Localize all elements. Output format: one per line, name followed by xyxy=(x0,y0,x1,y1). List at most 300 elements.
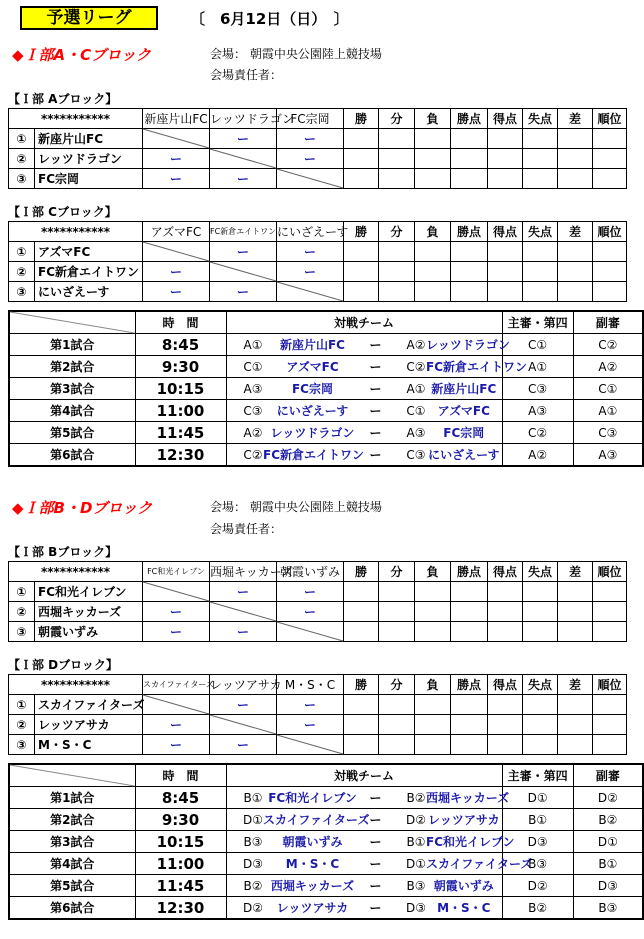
spacer xyxy=(389,809,406,831)
stat-cell xyxy=(379,602,415,622)
kickoff-time: 10:15 xyxy=(135,378,226,400)
referee-header: 主審・第四 xyxy=(502,311,573,334)
result-cell: ー xyxy=(143,735,210,755)
diagonal-line xyxy=(143,242,209,261)
stat-col-header: 差 xyxy=(558,562,593,582)
stat-cell xyxy=(451,169,488,189)
venue-manager: 会場責任者： xyxy=(210,68,283,82)
team-number: ① xyxy=(9,582,35,602)
team-number: ③ xyxy=(9,169,35,189)
away-slot: B② xyxy=(406,787,426,809)
stat-cell xyxy=(344,242,379,262)
table-row xyxy=(9,735,627,755)
away-team: にいざえーす xyxy=(426,444,502,467)
away-team: レッツドラゴン xyxy=(426,334,502,356)
kickoff-time: 8:45 xyxy=(135,787,226,809)
result-cell: ー xyxy=(210,622,277,642)
away-slot: C③ xyxy=(406,444,426,467)
stat-cell xyxy=(488,602,523,622)
standings-table xyxy=(8,108,627,189)
team-name: M・S・C xyxy=(35,735,143,755)
team-name: 西堀キッカーズ xyxy=(35,602,143,622)
away-team: 新座片山FC xyxy=(426,378,502,400)
stat-cell xyxy=(558,282,593,302)
stat-cell xyxy=(415,735,451,755)
spacer xyxy=(226,378,243,400)
referee-assignment: C② xyxy=(502,422,573,444)
away-team: レッツアサカ xyxy=(426,809,502,831)
assistant-assignment: A① xyxy=(573,400,643,422)
team-name: アズマFC xyxy=(35,242,143,262)
result-cell: ー xyxy=(210,282,277,302)
stat-cell xyxy=(415,695,451,715)
home-slot: D① xyxy=(243,809,263,831)
stat-cell xyxy=(488,169,523,189)
away-slot: B① xyxy=(406,831,426,853)
result-cell: ー xyxy=(210,582,277,602)
away-slot: A① xyxy=(406,378,426,400)
assistant-header: 副審 xyxy=(573,764,643,787)
result-cell: ー xyxy=(210,129,277,149)
versus-mark: ー xyxy=(362,378,389,400)
versus-mark: ー xyxy=(362,875,389,897)
diagonal-line xyxy=(143,582,209,601)
stat-col-header: 得点 xyxy=(488,222,523,242)
stat-cell xyxy=(379,735,415,755)
stat-cell xyxy=(593,695,627,715)
match-row xyxy=(9,831,643,853)
game-label: 第1試合 xyxy=(9,787,135,809)
versus-mark: ー xyxy=(362,422,389,444)
kickoff-time: 11:00 xyxy=(135,400,226,422)
stat-cell xyxy=(379,582,415,602)
stat-cell xyxy=(451,622,488,642)
stat-col-header: 勝 xyxy=(344,562,379,582)
kickoff-time: 12:30 xyxy=(135,444,226,467)
home-team: FC新倉エイトワン xyxy=(263,444,362,467)
home-team: にいざえーす xyxy=(263,400,362,422)
stat-cell xyxy=(488,282,523,302)
match-row xyxy=(9,875,643,897)
assistant-assignment: A③ xyxy=(573,444,643,467)
stat-col-header: 勝点 xyxy=(451,109,488,129)
corner-label: *********** xyxy=(9,562,143,582)
stat-cell xyxy=(379,169,415,189)
kickoff-time: 12:30 xyxy=(135,897,226,920)
spacer xyxy=(389,422,406,444)
result-cell: ー xyxy=(277,149,344,169)
stat-cell xyxy=(451,715,488,735)
stat-cell xyxy=(451,262,488,282)
stat-col-header: 得点 xyxy=(488,562,523,582)
versus-mark: ー xyxy=(362,853,389,875)
stat-cell xyxy=(593,282,627,302)
spacer xyxy=(226,356,243,378)
self-match-cell xyxy=(143,582,210,602)
team-col-header: 朝霞いずみ xyxy=(277,562,344,582)
league-c-title: 【Ｉ部 Cブロック】 xyxy=(8,205,117,219)
league-a-title: 【Ｉ部 Aブロック】 xyxy=(8,92,118,106)
stat-cell xyxy=(558,129,593,149)
kickoff-time: 9:30 xyxy=(135,809,226,831)
stat-cell xyxy=(558,149,593,169)
stat-cell xyxy=(593,735,627,755)
home-team: FC宗岡 xyxy=(263,378,362,400)
stat-cell xyxy=(379,242,415,262)
stat-cell xyxy=(523,695,558,715)
home-slot: A① xyxy=(243,334,263,356)
team-col-header: 新座片山FC xyxy=(143,109,210,129)
spacer xyxy=(389,875,406,897)
result-cell: ー xyxy=(210,242,277,262)
match-date: 〔 6月12日（日） 〕 xyxy=(190,10,349,28)
referee-assignment: B③ xyxy=(502,853,573,875)
kickoff-time: 11:45 xyxy=(135,875,226,897)
away-slot: C① xyxy=(406,400,426,422)
stat-col-header: 負 xyxy=(415,675,451,695)
stat-cell xyxy=(379,695,415,715)
home-team: FC和光イレブン xyxy=(263,787,362,809)
spacer xyxy=(226,334,243,356)
result-cell: ー xyxy=(277,242,344,262)
standings-table xyxy=(8,674,627,755)
stat-cell xyxy=(451,129,488,149)
match-row xyxy=(9,422,643,444)
stat-cell xyxy=(415,622,451,642)
self-match-cell xyxy=(210,262,277,282)
league-b-title: 【Ｉ部 Bブロック】 xyxy=(8,545,118,559)
stat-cell xyxy=(415,129,451,149)
home-team: レッツドラゴン xyxy=(263,422,362,444)
corner-label: *********** xyxy=(9,109,143,129)
team-number: ① xyxy=(9,129,35,149)
match-schedule-table xyxy=(8,763,644,920)
stat-col-header: 分 xyxy=(379,222,415,242)
stat-cell xyxy=(523,149,558,169)
home-slot: C③ xyxy=(243,400,263,422)
stat-col-header: 順位 xyxy=(593,109,627,129)
game-label: 第3試合 xyxy=(9,378,135,400)
away-slot: C② xyxy=(406,356,426,378)
home-team: 新座片山FC xyxy=(263,334,362,356)
stat-cell xyxy=(558,242,593,262)
home-slot: D③ xyxy=(243,853,263,875)
game-label: 第6試合 xyxy=(9,444,135,467)
stat-cell xyxy=(379,622,415,642)
result-cell: ー xyxy=(143,602,210,622)
spacer xyxy=(226,831,243,853)
self-match-cell xyxy=(277,622,344,642)
venue: 会場： 朝霞中央公園陸上競技場 xyxy=(210,47,382,61)
stat-cell xyxy=(379,282,415,302)
stat-cell xyxy=(344,735,379,755)
away-team: FC新倉エイトワン xyxy=(426,356,502,378)
match-row xyxy=(9,787,643,809)
stat-cell xyxy=(593,129,627,149)
versus-mark: ー xyxy=(362,400,389,422)
match-row xyxy=(9,444,643,467)
team-col-header: 西堀キッカーズ xyxy=(210,562,277,582)
result-cell: ー xyxy=(143,262,210,282)
assistant-header: 副審 xyxy=(573,311,643,334)
self-match-cell xyxy=(277,735,344,755)
stat-cell xyxy=(379,262,415,282)
team-name: 朝霞いずみ xyxy=(35,622,143,642)
result-cell: ー xyxy=(277,129,344,149)
table-row xyxy=(9,282,627,302)
home-slot: C① xyxy=(243,356,263,378)
away-slot: A② xyxy=(406,334,426,356)
stat-col-header: 順位 xyxy=(593,675,627,695)
away-team: アズマFC xyxy=(426,400,502,422)
stat-cell xyxy=(593,169,627,189)
stat-cell xyxy=(344,262,379,282)
spacer xyxy=(389,853,406,875)
stat-cell xyxy=(451,735,488,755)
assistant-assignment: D② xyxy=(573,787,643,809)
stat-cell xyxy=(558,582,593,602)
self-match-cell xyxy=(143,242,210,262)
match-row xyxy=(9,400,643,422)
stat-cell xyxy=(488,622,523,642)
away-slot: D③ xyxy=(406,897,426,920)
result-cell: ー xyxy=(277,715,344,735)
stat-cell xyxy=(415,242,451,262)
stat-cell xyxy=(379,149,415,169)
assistant-assignment: B② xyxy=(573,809,643,831)
match-schedule-table xyxy=(8,310,644,467)
stat-cell xyxy=(558,169,593,189)
spacer xyxy=(226,809,243,831)
stat-col-header: 分 xyxy=(379,562,415,582)
stat-col-header: 負 xyxy=(415,222,451,242)
game-label: 第4試合 xyxy=(9,853,135,875)
spacer xyxy=(389,897,406,920)
venue: 会場： 朝霞中央公園陸上競技場 xyxy=(210,500,382,514)
diagonal-line xyxy=(10,765,135,786)
match-row xyxy=(9,809,643,831)
diagonal-line xyxy=(277,735,343,754)
team-number: ③ xyxy=(9,735,35,755)
result-cell: ー xyxy=(143,169,210,189)
team-col-header: スカイファイターズ xyxy=(143,675,210,695)
referee-assignment: D① xyxy=(502,787,573,809)
match-row xyxy=(9,356,643,378)
stat-cell xyxy=(379,715,415,735)
team-number: ② xyxy=(9,262,35,282)
stat-col-header: 差 xyxy=(558,675,593,695)
assistant-assignment: C③ xyxy=(573,422,643,444)
team-col-header: レッツドラゴン xyxy=(210,109,277,129)
stat-cell xyxy=(451,242,488,262)
assistant-assignment: D① xyxy=(573,831,643,853)
away-team: M・S・C xyxy=(426,897,502,920)
stat-cell xyxy=(344,169,379,189)
team-col-header: FC和光イレブン xyxy=(143,562,210,582)
result-cell: ー xyxy=(143,149,210,169)
versus-mark: ー xyxy=(362,831,389,853)
stat-cell xyxy=(451,149,488,169)
home-team: アズマFC xyxy=(263,356,362,378)
away-team: 西堀キッカーズ xyxy=(426,787,502,809)
stat-cell xyxy=(344,282,379,302)
result-cell: ー xyxy=(277,262,344,282)
table-row xyxy=(9,602,627,622)
stat-col-header: 勝点 xyxy=(451,675,488,695)
spacer xyxy=(226,875,243,897)
away-team: FC宗岡 xyxy=(426,422,502,444)
team-name: レッツアサカ xyxy=(35,715,143,735)
stat-cell xyxy=(558,262,593,282)
stat-cell xyxy=(488,582,523,602)
venue-manager: 会場責任者： xyxy=(210,522,283,536)
away-slot: A③ xyxy=(406,422,426,444)
stat-cell xyxy=(344,695,379,715)
assistant-assignment: C② xyxy=(573,334,643,356)
block-title: ◆Ｉ部A・Cブロック xyxy=(12,46,151,64)
league-title: 予選リーグ xyxy=(20,6,158,30)
stat-cell xyxy=(523,582,558,602)
stat-cell xyxy=(593,715,627,735)
spacer xyxy=(389,400,406,422)
away-team: 朝霞いずみ xyxy=(426,875,502,897)
stat-cell xyxy=(523,262,558,282)
stat-col-header: 負 xyxy=(415,109,451,129)
corner-cell xyxy=(9,311,135,334)
team-col-header: FC新倉エイトワン xyxy=(210,222,277,242)
game-label: 第6試合 xyxy=(9,897,135,920)
stat-cell xyxy=(344,149,379,169)
game-label: 第5試合 xyxy=(9,422,135,444)
stat-cell xyxy=(523,715,558,735)
stat-col-header: 失点 xyxy=(523,675,558,695)
result-cell: ー xyxy=(210,695,277,715)
game-label: 第1試合 xyxy=(9,334,135,356)
teams-header: 対戦チーム xyxy=(226,311,502,334)
self-match-cell xyxy=(210,602,277,622)
stat-cell xyxy=(344,622,379,642)
team-name: FC和光イレブン xyxy=(35,582,143,602)
spacer xyxy=(389,787,406,809)
result-cell: ー xyxy=(210,735,277,755)
stat-cell xyxy=(415,282,451,302)
match-row xyxy=(9,897,643,920)
versus-mark: ー xyxy=(362,334,389,356)
diagonal-line xyxy=(277,622,343,641)
result-cell: ー xyxy=(143,622,210,642)
stat-cell xyxy=(488,695,523,715)
spacer xyxy=(389,378,406,400)
game-label: 第2試合 xyxy=(9,809,135,831)
stat-cell xyxy=(593,149,627,169)
match-row xyxy=(9,853,643,875)
match-row xyxy=(9,378,643,400)
referee-assignment: A③ xyxy=(502,400,573,422)
stat-cell xyxy=(488,715,523,735)
home-team: スカイファイターズ xyxy=(263,809,362,831)
game-label: 第3試合 xyxy=(9,831,135,853)
time-header: 時 間 xyxy=(135,764,226,787)
stat-cell xyxy=(451,695,488,715)
referee-assignment: A① xyxy=(502,356,573,378)
team-number: ③ xyxy=(9,622,35,642)
stat-cell xyxy=(451,582,488,602)
home-slot: C② xyxy=(243,444,263,467)
table-row xyxy=(9,715,627,735)
table-row xyxy=(9,622,627,642)
stat-cell xyxy=(415,262,451,282)
team-number: ① xyxy=(9,695,35,715)
team-number: ② xyxy=(9,602,35,622)
kickoff-time: 9:30 xyxy=(135,356,226,378)
spacer xyxy=(389,334,406,356)
stat-col-header: 失点 xyxy=(523,109,558,129)
stat-cell xyxy=(488,735,523,755)
assistant-assignment: D③ xyxy=(573,875,643,897)
kickoff-time: 11:00 xyxy=(135,853,226,875)
game-label: 第4試合 xyxy=(9,400,135,422)
team-name: レッツドラゴン xyxy=(35,149,143,169)
home-slot: B③ xyxy=(243,831,263,853)
standings-table xyxy=(8,561,627,642)
stat-col-header: 負 xyxy=(415,562,451,582)
self-match-cell xyxy=(210,149,277,169)
result-cell: ー xyxy=(277,695,344,715)
stat-col-header: 勝 xyxy=(344,109,379,129)
stat-cell xyxy=(415,169,451,189)
stat-col-header: 得点 xyxy=(488,109,523,129)
team-name: FC宗岡 xyxy=(35,169,143,189)
stat-cell xyxy=(523,602,558,622)
corner-label: *********** xyxy=(9,222,143,242)
table-row xyxy=(9,169,627,189)
match-row xyxy=(9,334,643,356)
kickoff-time: 10:15 xyxy=(135,831,226,853)
away-slot: D② xyxy=(406,809,426,831)
referee-assignment: A② xyxy=(502,444,573,467)
stat-cell xyxy=(488,242,523,262)
spacer xyxy=(226,787,243,809)
teams-header: 対戦チーム xyxy=(226,764,502,787)
team-number: ③ xyxy=(9,282,35,302)
team-col-header: FC宗岡 xyxy=(277,109,344,129)
result-cell: ー xyxy=(277,582,344,602)
league-d-title: 【Ｉ部 Dブロック】 xyxy=(8,658,118,672)
table-row xyxy=(9,242,627,262)
stat-cell xyxy=(558,715,593,735)
table-row xyxy=(9,149,627,169)
team-col-header: M・S・C xyxy=(277,675,344,695)
team-name: 新座片山FC xyxy=(35,129,143,149)
self-match-cell xyxy=(210,715,277,735)
stat-cell xyxy=(344,129,379,149)
versus-mark: ー xyxy=(362,444,389,467)
stat-col-header: 分 xyxy=(379,675,415,695)
diagonal-line xyxy=(210,602,276,621)
versus-mark: ー xyxy=(362,356,389,378)
stat-cell xyxy=(344,582,379,602)
self-match-cell xyxy=(277,169,344,189)
team-col-header: にいざえーす xyxy=(277,222,344,242)
stat-cell xyxy=(593,242,627,262)
time-header: 時 間 xyxy=(135,311,226,334)
stat-cell xyxy=(523,622,558,642)
stat-col-header: 順位 xyxy=(593,222,627,242)
stat-cell xyxy=(593,262,627,282)
stat-cell xyxy=(523,169,558,189)
away-team: FC和光イレブン xyxy=(426,831,502,853)
stat-col-header: 順位 xyxy=(593,562,627,582)
